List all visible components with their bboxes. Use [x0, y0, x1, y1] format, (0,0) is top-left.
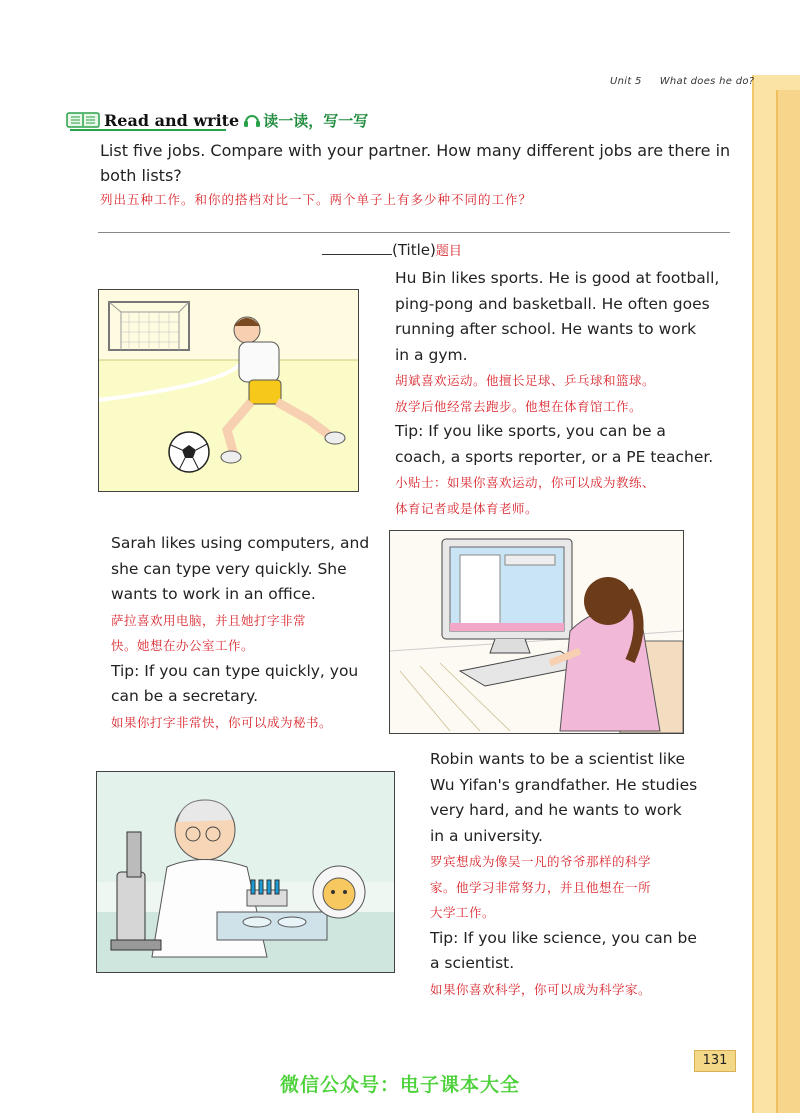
passage-line-cn: 放学后他经常去跑步。他想在体育馆工作。 — [395, 398, 643, 414]
passage-robin — [430, 747, 697, 1002]
passage-line: running after school. He wants to work — [395, 320, 697, 338]
section-title: Read and write — [104, 110, 240, 130]
passage-line-cn: 家。他学习非常努力，并且他想在一所 — [430, 879, 652, 895]
headphones-icon[interactable] — [243, 112, 261, 128]
passage-line-cn: 大学工作。 — [430, 905, 496, 920]
scientist-picture — [96, 771, 395, 973]
passage-hu-bin — [395, 266, 719, 521]
passage-sarah — [111, 531, 369, 735]
instructions-cn: 列出五种工作。和你的搭档对比一下。两个单子上有多少种不同的工作？ — [100, 192, 533, 207]
unit-label: Unit 5 — [610, 76, 642, 87]
tip-line: Tip: If you can type quickly, you — [111, 661, 359, 680]
instructions: List five jobs. Compare with your partner. How many different jobs are there in both lists? — [100, 141, 731, 185]
football-picture — [98, 289, 359, 492]
title-blank[interactable] — [322, 240, 392, 255]
title-label: (Title) — [392, 241, 436, 259]
section-title-cn: 读一读，写一写 — [263, 111, 369, 130]
passage-line: very hard, and he wants to work — [430, 801, 682, 819]
page-edge-decoration-inner — [776, 90, 800, 1113]
passage-line: ping-pong and basketball. He often goes — [395, 294, 710, 313]
unit-title: What does he do? — [659, 76, 755, 87]
tip-line-cn: 体育记者或是体育老师。 — [395, 500, 539, 516]
passage-line: Wu Yifan's grandfather. He studies — [430, 775, 698, 794]
tip-line: coach, a sports reporter, or a PE teacher. — [395, 447, 714, 466]
passage-line: Robin wants to be a scientist like — [430, 750, 686, 768]
tip-line-cn: 小贴士：如果你喜欢运动，你可以成为教练、 — [395, 475, 656, 490]
passage-line: Sarah likes using computers, and — [111, 534, 370, 552]
passage-line-cn: 萨拉喜欢用电脑，并且她打字非常 — [111, 612, 307, 628]
passage-line: wants to work in an office. — [111, 585, 316, 603]
passage-line: in a gym. — [395, 345, 468, 364]
page-number: 131 — [694, 1050, 736, 1072]
section-heading — [66, 110, 368, 130]
running-header — [610, 76, 772, 87]
tip-line: can be a secretary. — [111, 687, 259, 705]
tip-line: Tip: If you like sports, you can be a — [395, 422, 666, 440]
tip-line-cn: 如果你喜欢科学，你可以成为科学家。 — [430, 981, 652, 997]
tip-line-cn: 如果你打字非常快，你可以成为秘书。 — [111, 714, 333, 730]
writing-line — [98, 232, 730, 233]
title-label-cn: 题目 — [435, 244, 462, 259]
passage-line-cn: 胡斌喜欢运动。他擅长足球、乒乓球和篮球。 — [395, 373, 656, 388]
footer-watermark: 微信公众号：电子课本大全 — [279, 1074, 520, 1096]
passage-line: Hu Bin likes sports. He is good at football, — [395, 269, 720, 287]
computer-picture — [389, 530, 684, 734]
tip-line: Tip: If you like science, you can be — [430, 928, 697, 947]
section-underline — [70, 129, 226, 131]
title-prompt — [322, 240, 462, 259]
passage-line-cn: 快。她想在办公室工作。 — [111, 638, 255, 653]
passage-line-cn: 罗宾想成为像吴一凡的爷爷那样的科学 — [430, 854, 652, 869]
book-icon — [66, 111, 100, 129]
tip-line: a scientist. — [430, 954, 515, 972]
passage-line: she can type very quickly. She — [111, 559, 347, 578]
passage-line: in a university. — [430, 826, 543, 845]
